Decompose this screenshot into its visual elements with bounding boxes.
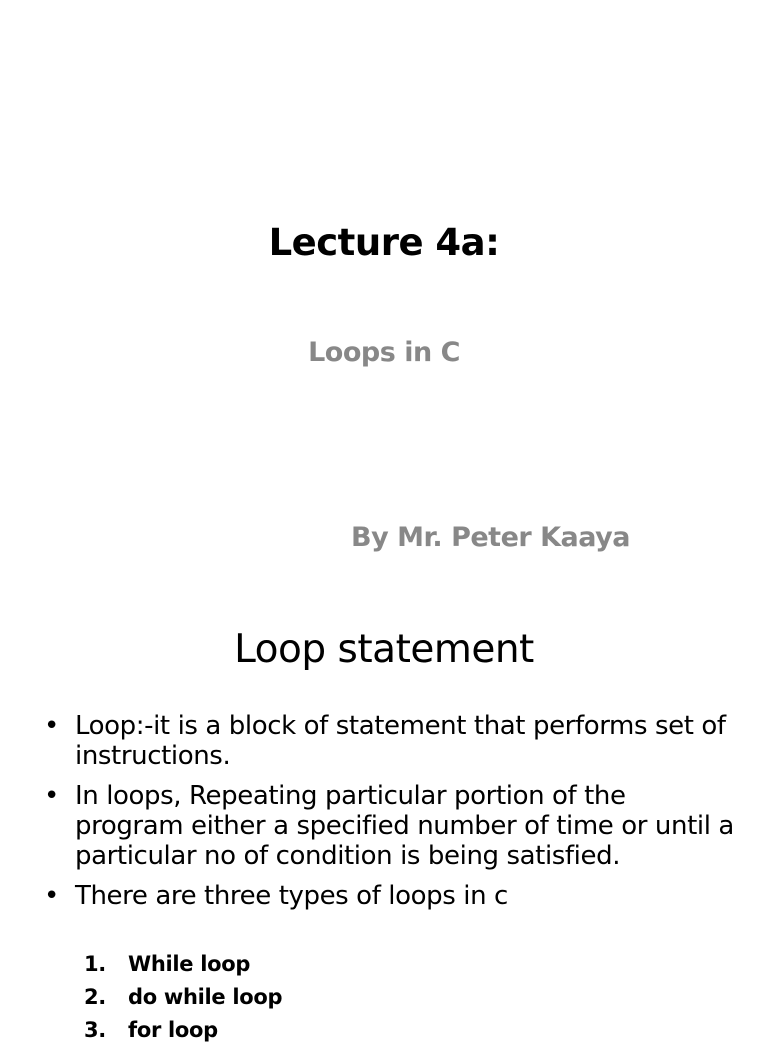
- loop-type-item: [84, 1018, 282, 1043]
- list-number: 1.: [84, 952, 106, 976]
- list-number: 2.: [84, 985, 106, 1009]
- bullet-list: [40, 711, 740, 921]
- bullet-item: [40, 711, 740, 771]
- loop-type-label: for loop: [128, 1018, 218, 1042]
- slide-subtitle: Loops in C: [308, 337, 460, 368]
- loop-type-label: While loop: [128, 952, 251, 976]
- bullet-item: [40, 881, 740, 911]
- author-line: By Mr. Peter Kaaya: [351, 522, 630, 553]
- bullet-dot-icon: •: [44, 711, 59, 741]
- bullet-text: Loop:-it is a block of statement that performs set of instructions.: [75, 711, 726, 771]
- list-number: 3.: [84, 1018, 106, 1042]
- loop-type-label: do while loop: [128, 985, 283, 1009]
- bullet-dot-icon: •: [44, 781, 59, 811]
- slide-heading: Loop statement: [234, 627, 534, 672]
- loop-type-item: [84, 952, 282, 977]
- bullet-text: In loops, Repeating particular portion of the program either a specified number of time or until a particular no of condition is being satisfied.: [75, 781, 734, 871]
- loop-type-item: [84, 985, 282, 1010]
- bullet-text: There are three types of loops in c: [75, 881, 508, 911]
- bullet-item: [40, 781, 740, 871]
- loop-statement-slide: [0, 596, 768, 1042]
- loop-types-list: [84, 952, 282, 1051]
- slide-title: Lecture 4a:: [268, 221, 500, 264]
- bullet-dot-icon: •: [44, 881, 59, 911]
